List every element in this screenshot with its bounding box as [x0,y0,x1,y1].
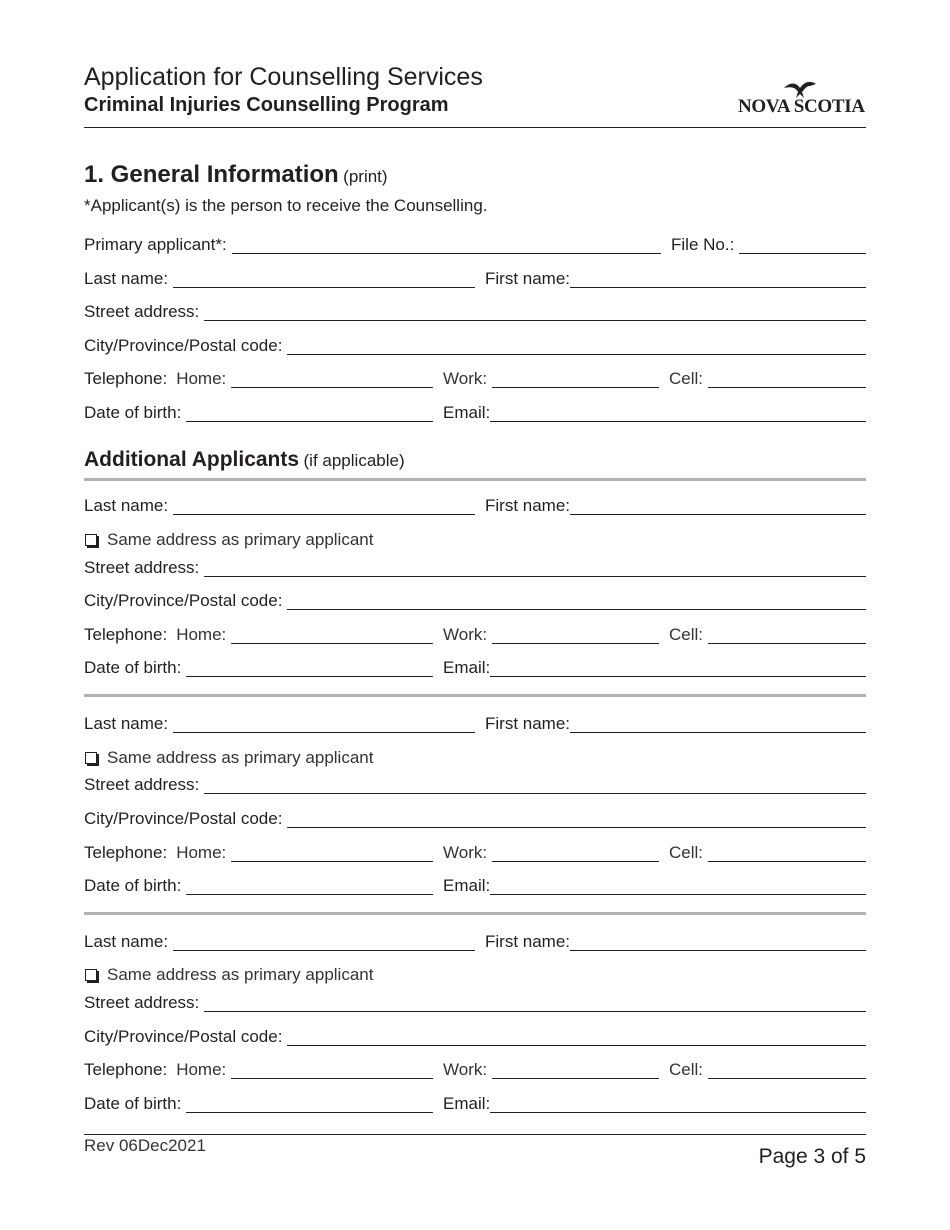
same-address-label: Same address as primary applicant [107,748,374,767]
work-phone-field[interactable] [492,624,659,644]
section-title: 1. General Information [84,161,339,188]
home-label: Home: [176,369,227,388]
home-phone-field[interactable] [231,842,433,862]
street-address-field[interactable] [204,557,866,577]
applicant-4-dob-email-row [84,1089,866,1115]
applicant-3-dob-email-row [84,871,866,897]
applicant-2-street-row [84,553,866,579]
last-name-field[interactable] [173,495,475,515]
email-field[interactable] [490,875,866,895]
cell-phone-field[interactable] [708,368,866,388]
last-name-field[interactable] [173,713,475,733]
applicant-divider [84,912,866,915]
first-name-field[interactable] [570,931,866,951]
street-address-field[interactable] [204,301,866,321]
work-phone-field[interactable] [492,1059,659,1079]
telephone-label: Telephone: [84,1060,168,1079]
street-address-field[interactable] [204,774,866,794]
page-number: Page 3 of 5 [758,1145,866,1168]
street-row [84,297,866,323]
last-name-label: Last name: [84,496,169,515]
applicant-4-name-row [84,927,866,953]
applicant-3-city-row [84,804,866,830]
email-field[interactable] [490,1093,866,1113]
additional-applicants-heading [84,446,866,481]
name-row [84,264,866,290]
applicant-3-street-row [84,770,866,796]
city-field[interactable] [287,1026,866,1046]
home-label: Home: [176,843,227,862]
section-description: *Applicant(s) is the person to receive the Counselling. [84,196,488,215]
additional-note: (if applicable) [303,451,405,470]
work-label: Work: [443,843,488,862]
telephone-label: Telephone: [84,625,168,644]
checkbox-icon[interactable] [85,752,97,764]
street-address-label: Street address: [84,993,200,1012]
date-of-birth-field[interactable] [186,402,433,422]
section-heading [84,160,388,193]
last-name-field[interactable] [173,268,475,288]
dob-email-row [84,398,866,424]
city-label: City/Province/Postal code: [84,1027,283,1046]
city-row [84,331,866,357]
work-label: Work: [443,1060,488,1079]
date-of-birth-field[interactable] [186,1093,433,1113]
additional-title: Additional Applicants [84,448,300,471]
telephone-row [84,364,866,390]
document-header [84,62,866,128]
street-address-label: Street address: [84,558,200,577]
telephone-label: Telephone: [84,369,168,388]
date-of-birth-field[interactable] [186,875,433,895]
checkbox-icon[interactable] [85,534,97,546]
applicant-2-name-row [84,491,866,517]
file-no-label: File No.: [671,235,735,254]
last-name-field[interactable] [173,931,475,951]
home-label: Home: [176,1060,227,1079]
first-name-field[interactable] [570,713,866,733]
revision-date: Rev 06Dec2021 [84,1136,206,1155]
first-name-label: First name: [485,496,571,515]
applicant-4-street-row [84,988,866,1014]
date-of-birth-label: Date of birth: [84,403,182,422]
work-phone-field[interactable] [492,368,659,388]
email-label: Email: [443,1094,491,1113]
primary-applicant-field[interactable] [232,234,661,254]
primary-applicant-row [84,230,866,256]
same-address-checkbox[interactable] [84,746,373,770]
cell-label: Cell: [669,1060,704,1079]
date-of-birth-field[interactable] [186,657,433,677]
form-page [84,0,866,1230]
cell-phone-field[interactable] [708,842,866,862]
footer-divider [84,1134,866,1135]
home-phone-field[interactable] [231,1059,433,1079]
section-note: (print) [343,167,388,186]
email-label: Email: [443,403,491,422]
city-label: City/Province/Postal code: [84,591,283,610]
last-name-label: Last name: [84,714,169,733]
applicant-2-city-row [84,586,866,612]
applicant-2-dob-email-row [84,653,866,679]
same-address-checkbox[interactable] [84,528,373,552]
checkbox-icon[interactable] [85,969,97,981]
city-field[interactable] [287,808,866,828]
city-label: City/Province/Postal code: [84,809,283,828]
email-label: Email: [443,876,491,895]
last-name-label: Last name: [84,269,169,288]
home-label: Home: [176,625,227,644]
work-phone-field[interactable] [492,842,659,862]
street-address-label: Street address: [84,775,200,794]
home-phone-field[interactable] [231,368,433,388]
work-label: Work: [443,369,488,388]
same-address-label: Same address as primary applicant [107,965,374,984]
date-of-birth-label: Date of birth: [84,658,182,677]
home-phone-field[interactable] [231,624,433,644]
cell-label: Cell: [669,625,704,644]
nova-scotia-logo [738,80,866,120]
city-label: City/Province/Postal code: [84,336,283,355]
email-field[interactable] [490,402,866,422]
applicant-divider [84,694,866,697]
applicant-3-name-row [84,709,866,735]
last-name-label: Last name: [84,932,169,951]
telephone-label: Telephone: [84,843,168,862]
first-name-field[interactable] [570,495,866,515]
program-subtitle: Criminal Injuries Counselling Program [84,94,449,116]
email-label: Email: [443,658,491,677]
document-title: Application for Counselling Services [84,63,483,91]
applicant-3-telephone-row [84,838,866,864]
file-no-field[interactable] [739,234,866,254]
first-name-label: First name: [485,714,571,733]
cell-label: Cell: [669,843,704,862]
city-field[interactable] [287,335,866,355]
cell-label: Cell: [669,369,704,388]
primary-applicant-label: Primary applicant*: [84,235,227,254]
date-of-birth-label: Date of birth: [84,1094,182,1113]
email-field[interactable] [490,657,866,677]
first-name-label: First name: [485,269,571,288]
applicant-2-telephone-row [84,620,866,646]
applicant-4-telephone-row [84,1055,866,1081]
first-name-field[interactable] [570,268,866,288]
applicant-4-city-row [84,1022,866,1048]
same-address-checkbox[interactable] [84,963,373,987]
cell-phone-field[interactable] [708,624,866,644]
street-address-field[interactable] [204,992,866,1012]
cell-phone-field[interactable] [708,1059,866,1079]
same-address-label: Same address as primary applicant [107,530,374,549]
city-field[interactable] [287,590,866,610]
date-of-birth-label: Date of birth: [84,876,182,895]
street-address-label: Street address: [84,302,200,321]
first-name-label: First name: [485,932,571,951]
work-label: Work: [443,625,488,644]
logo-wordmark: NOVA SCOTIA [738,96,865,117]
